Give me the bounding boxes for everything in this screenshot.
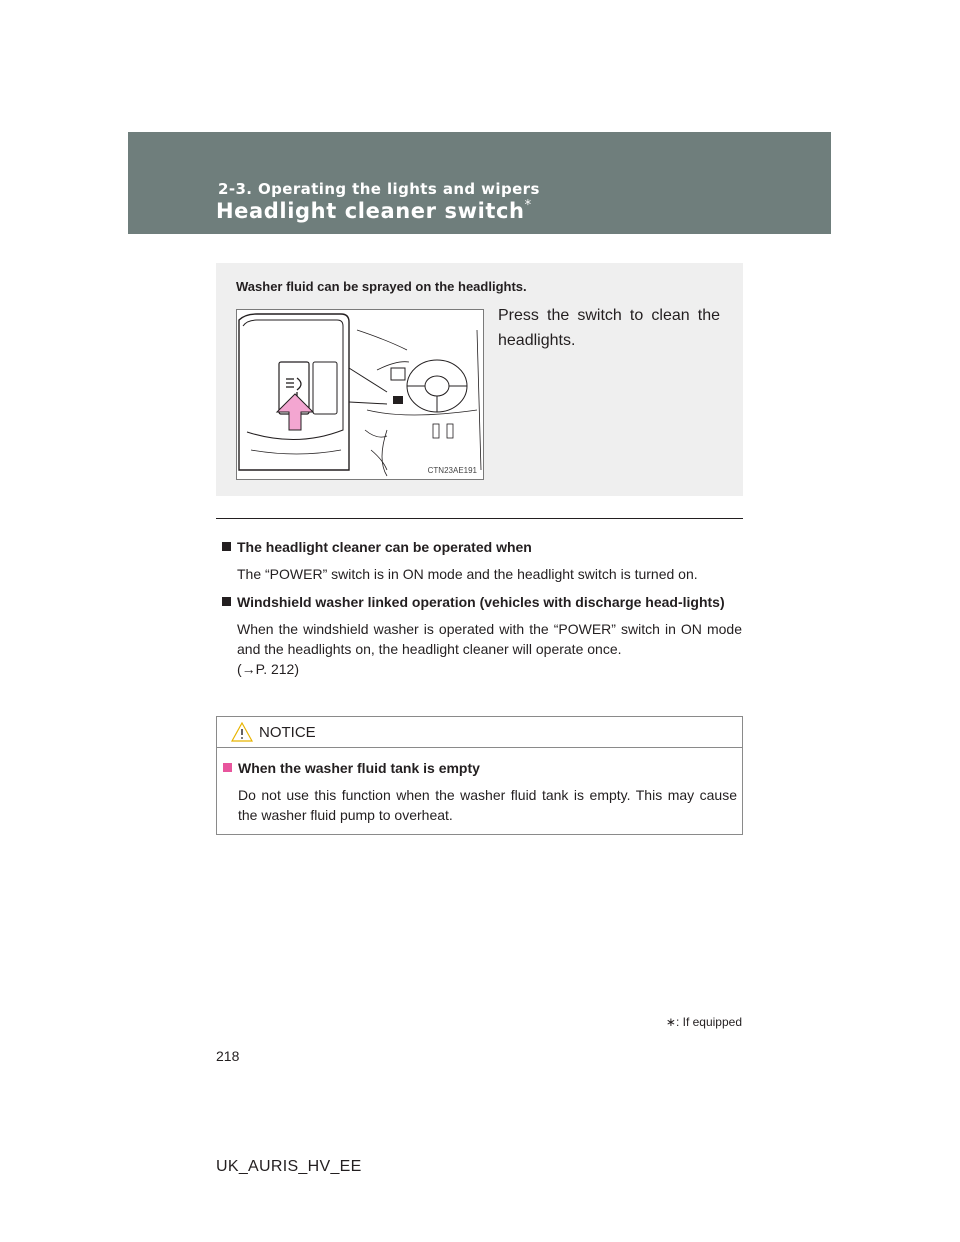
intro-text: Washer fluid can be sprayed on the headlights. bbox=[236, 279, 527, 294]
notice-content bbox=[223, 758, 737, 825]
heading-text: Headlight cleaner switch bbox=[216, 199, 525, 223]
document-code: UK_AURIS_HV_EE bbox=[216, 1158, 362, 1175]
section-title: 2-3. Operating the lights and wipers bbox=[218, 180, 540, 198]
steering-wheel-icon bbox=[407, 360, 467, 412]
footnote: ∗: If equipped bbox=[665, 1015, 742, 1029]
page-reference-link[interactable]: (→P. 212) bbox=[237, 661, 299, 677]
note-washer-linked bbox=[222, 592, 742, 679]
warning-triangle-icon bbox=[231, 722, 253, 742]
notice-body: Do not use this function when the washer fluid tank is empty. This may cause the washer fluid pump to overheat. bbox=[238, 787, 737, 823]
figure-code: CTN23AE191 bbox=[427, 466, 477, 475]
divider-rule bbox=[216, 518, 743, 519]
note-body: The “POWER” switch is in ON mode and the headlight switch is turned on. bbox=[237, 566, 698, 582]
instruction-text: Press the switch to clean the headlights. bbox=[498, 307, 720, 349]
if-equipped-mark: * bbox=[524, 198, 532, 213]
notice-box bbox=[216, 716, 743, 835]
page-number: 218 bbox=[216, 1048, 240, 1064]
dashboard-illustration bbox=[236, 309, 484, 480]
note-heading: Windshield washer linked operation (vehicles with discharge head-lights) bbox=[222, 592, 742, 612]
notice-label: NOTICE bbox=[259, 724, 316, 741]
note-heading: The headlight cleaner can be operated when bbox=[222, 537, 742, 557]
note-body-text: When the windshield washer is operated with the “POWER” switch in ON mode and the headlights on, the headlight cleaner will operate once. bbox=[237, 621, 742, 657]
chapter-header bbox=[128, 132, 831, 234]
intro-box bbox=[216, 263, 743, 496]
notice-header bbox=[217, 717, 742, 748]
note-body bbox=[222, 619, 742, 679]
dashboard-illustration-svg bbox=[237, 310, 483, 479]
note-operating-condition bbox=[222, 537, 742, 584]
notice-heading: When the washer fluid tank is empty bbox=[223, 758, 737, 778]
page-heading bbox=[216, 198, 532, 223]
